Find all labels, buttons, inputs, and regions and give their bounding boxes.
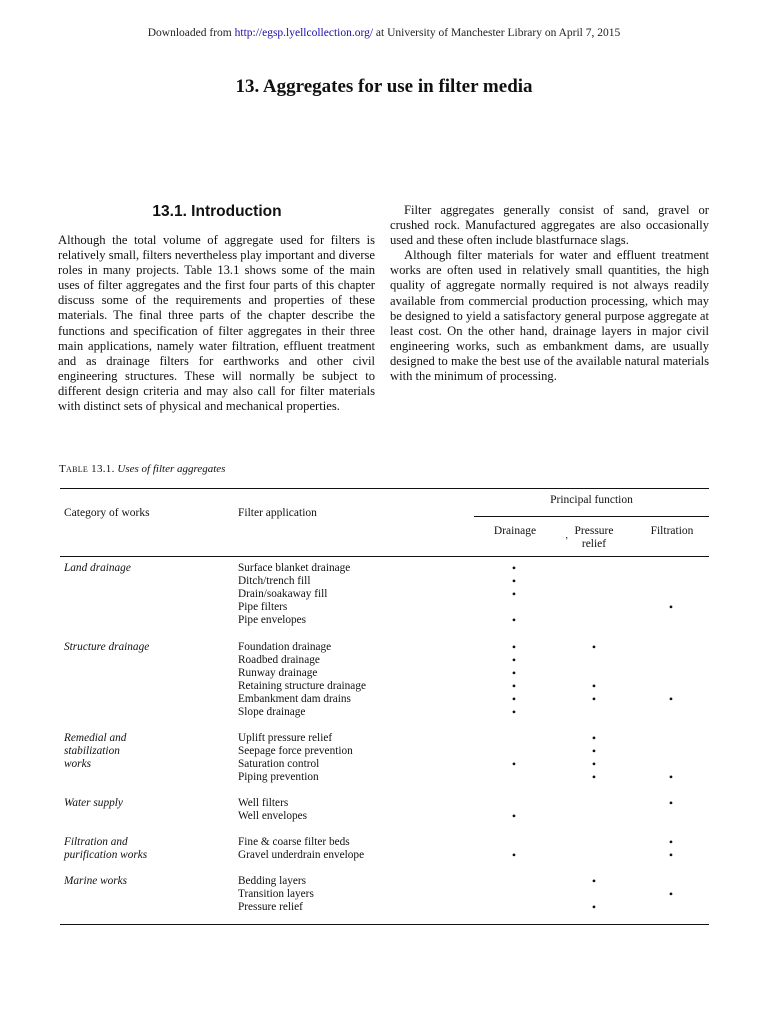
table-caption (59, 463, 225, 475)
table-row (0, 706, 768, 719)
row-application: Retaining structure drainage (238, 680, 366, 692)
intro-paragraph: Although the total volume of aggregate used for filters is relatively small, filters nevertheless play important and diverse roles in many projects. Table 13.1 shows some of the main uses of filter aggregates and the first four parts of this chapter discuss some of the requirements and properties of these materials. The final three parts of the chapter describe the functions and specification of filter aggregates in their three main applications, namely water filtration, effluent treatment and as drainage filters for earthworks and other civil engineering structures. These will normally be subject to different design criteria and may also call for filter materials with distinct sets of physical and mechanical properties. (58, 233, 375, 414)
table-row (0, 888, 768, 901)
table-row (0, 601, 768, 614)
row-application: Well envelopes (238, 810, 308, 822)
header-category: Category of works (64, 507, 150, 519)
row-category: Land drainage (64, 562, 131, 574)
drainage-mark: • (511, 705, 517, 719)
pressure-relief-mark: • (591, 679, 597, 693)
filtration-mark: • (668, 770, 674, 784)
header-principal-function: Principal function (550, 494, 633, 506)
drainage-mark: • (511, 666, 517, 680)
table-row (0, 693, 768, 706)
row-application: Pipe filters (238, 601, 288, 613)
row-application: Transition layers (238, 888, 314, 900)
pressure-relief-mark: • (591, 757, 597, 771)
drainage-mark: • (511, 692, 517, 706)
filtration-mark: • (668, 796, 674, 810)
right-column (390, 203, 709, 384)
header-pressure-line2: relief (581, 538, 607, 550)
section-heading: 13.1. Introduction (152, 203, 282, 220)
row-application: Foundation drainage (238, 641, 332, 653)
drainage-mark: • (511, 679, 517, 693)
pressure-relief-mark: • (591, 770, 597, 784)
right-paragraph-1: Filter aggregates generally consist of sand, gravel or crushed rock. Manufactured aggregates are also occasionally used and these often include blastfurnace slags. (390, 203, 709, 248)
table-row (0, 562, 768, 575)
row-application: Well filters (238, 797, 289, 809)
drainage-mark: • (511, 848, 517, 862)
row-category: Filtration and (64, 836, 128, 848)
row-application: Pipe envelopes (238, 614, 307, 626)
pressure-relief-mark: • (591, 731, 597, 745)
header-pressure-line1: Pressure (574, 525, 614, 537)
table-row (0, 810, 768, 823)
row-category: Remedial and (64, 732, 127, 744)
table-caption-label: Table 13.1. (59, 463, 115, 475)
header-pressure-relief (563, 525, 625, 551)
right-paragraph-2: Although filter materials for water and effluent treatment works are often used in relatively small quantities, the high quality of aggregate normally required is not always readily available from commercial production processing, which may be designed to yield a satisfactory general purpose aggregate at least cost. On the other hand, drainage layers in major civil engineering works, such as embankment dams, are usually designed to make the best use of the available natural materials with the minimum of processing. (390, 248, 709, 384)
header-drainage: Drainage (493, 525, 537, 537)
download-suffix: at University of Manchester Library on April 7, 2015 (375, 27, 621, 39)
pressure-relief-mark: • (591, 692, 597, 706)
download-notice (0, 27, 768, 39)
drainage-mark: • (511, 587, 517, 601)
row-application: Slope drainage (238, 706, 306, 718)
table-row (0, 745, 768, 758)
row-application: Uplift pressure relief (238, 732, 333, 744)
table-row (0, 575, 768, 588)
row-application: Pressure relief (238, 901, 303, 913)
table-row (0, 875, 768, 888)
row-application: Gravel underdrain envelope (238, 849, 365, 861)
table-row (0, 836, 768, 849)
download-prefix: Downloaded from (147, 27, 232, 39)
drainage-mark: • (511, 561, 517, 575)
pressure-relief-mark: • (591, 900, 597, 914)
drainage-mark: • (511, 757, 517, 771)
left-column (58, 233, 375, 414)
row-category: stabilization (64, 745, 120, 757)
table-row (0, 797, 768, 810)
stray-mark: ʼ (565, 536, 569, 547)
row-application: Roadbed drainage (238, 654, 320, 666)
filtration-mark: • (668, 835, 674, 849)
pressure-relief-mark: • (591, 640, 597, 654)
principal-function-rule (474, 516, 709, 517)
source-link[interactable]: http://egsp.lyellcollection.org/ (234, 27, 374, 39)
row-application: Runway drainage (238, 667, 318, 679)
table-row (0, 614, 768, 627)
row-application: Bedding layers (238, 875, 307, 887)
row-application: Surface blanket drainage (238, 562, 351, 574)
chapter-title: 13. Aggregates for use in filter media (235, 76, 533, 97)
table-row (0, 771, 768, 784)
drainage-mark: • (511, 574, 517, 588)
row-application: Piping prevention (238, 771, 319, 783)
table-row (0, 654, 768, 667)
row-category: purification works (64, 849, 148, 861)
row-category: works (64, 758, 91, 770)
table-row (0, 758, 768, 771)
row-category: Marine works (64, 875, 128, 887)
table-header-rule (60, 556, 709, 557)
row-application: Drain/soakaway fill (238, 588, 328, 600)
row-application: Embankment dam drains (238, 693, 351, 705)
row-category: Structure drainage (64, 641, 150, 653)
filtration-mark: • (668, 848, 674, 862)
filtration-mark: • (668, 600, 674, 614)
header-application: Filter application (238, 507, 317, 519)
pressure-relief-mark: • (591, 744, 597, 758)
table-row (0, 849, 768, 862)
drainage-mark: • (511, 809, 517, 823)
table-row (0, 588, 768, 601)
table-top-rule (60, 488, 709, 489)
drainage-mark: • (511, 640, 517, 654)
row-application: Fine & coarse filter beds (238, 836, 350, 848)
row-application: Saturation control (238, 758, 320, 770)
row-category: Water supply (64, 797, 123, 809)
table-caption-text: Uses of filter aggregates (117, 463, 226, 475)
table-row (0, 901, 768, 914)
table-row (0, 732, 768, 745)
drainage-mark: • (511, 653, 517, 667)
table-row (0, 641, 768, 654)
row-application: Ditch/trench fill (238, 575, 311, 587)
table-row (0, 680, 768, 693)
pressure-relief-mark: • (591, 874, 597, 888)
table-row (0, 667, 768, 680)
filtration-mark: • (668, 887, 674, 901)
drainage-mark: • (511, 613, 517, 627)
filtration-mark: • (668, 692, 674, 706)
header-filtration: Filtration (650, 525, 694, 537)
table-bottom-rule (60, 924, 709, 925)
row-application: Seepage force prevention (238, 745, 353, 757)
